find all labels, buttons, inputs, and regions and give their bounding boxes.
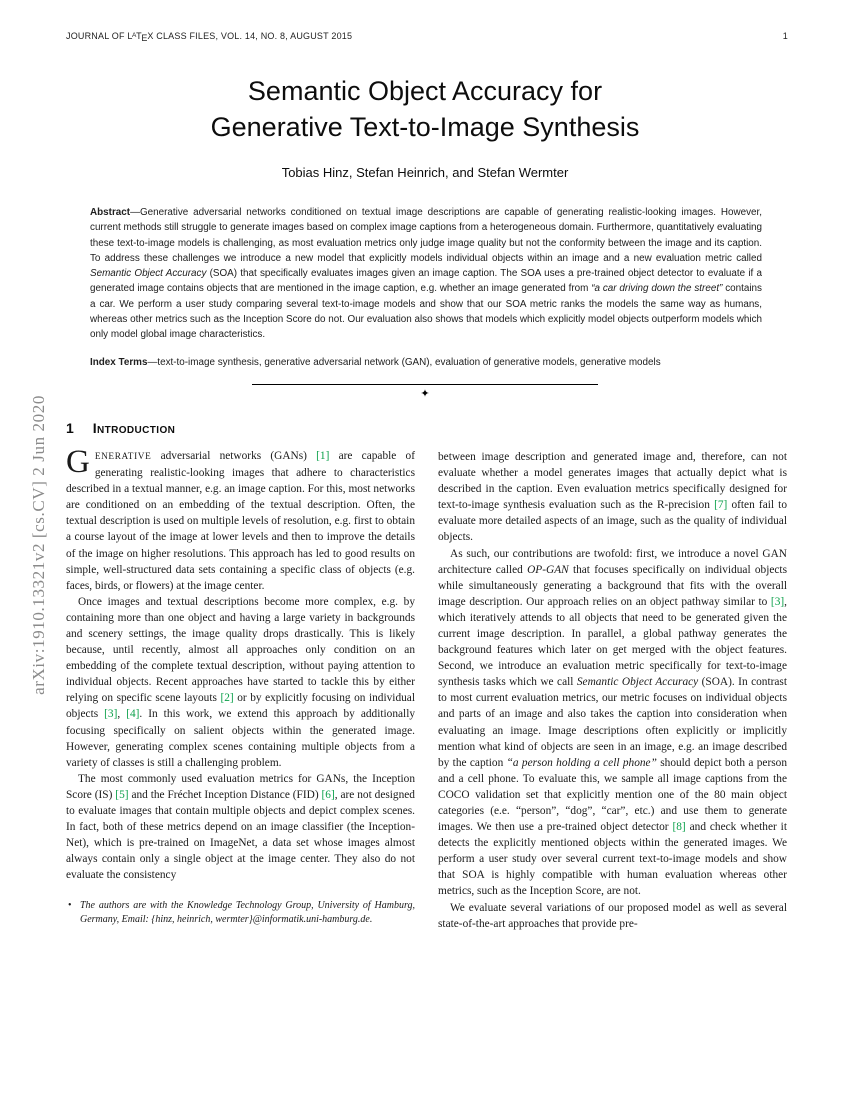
italic-text: Semantic Object Accuracy [90, 268, 207, 280]
index-terms: Index Terms—text-to-image synthesis, generative adversarial network (GAN), evaluation of generative models, generative models [90, 356, 661, 368]
italic-text: “a car driving down the street” [591, 283, 723, 295]
citation-link[interactable]: [3] [770, 595, 785, 608]
page-number: 1 [782, 31, 788, 41]
right-column [438, 416, 787, 932]
abstract: Abstract—Generative adversarial networks conditioned on textual image descriptions are capable of generating realistic-looking images. However, current methods still struggle to generate images based on complex image captions from a heterogeneous domain. Furthermore, quantitatively evaluating these text-to-image models is challenging, as most evaluation metrics only judge image quality but not the conformity between the image and its caption. To address these challenges we introduce a new model that explicitly models individual objects within an image and a new evaluation metric called Semantic Object Accuracy (SOA) that specifically evaluates images given an image caption. The SOA uses a pre-trained object detector to evaluate if a generated image contains objects that are mentioned in the image caption, e.g. whether an image generated from “a car driving down the street” contains a car. We perform a user study comparing several text-to-image models and show that our SOA metric ranks the models the same way as humans, whereas other metrics such as the Inception Score do not. Our evaluation also shows that models which explicitly model objects outperform models which only model global image characteristics. [90, 206, 763, 341]
citation-link[interactable]: [4] [126, 708, 140, 721]
citation-link[interactable]: [1] [316, 449, 330, 462]
bold-label: Abstract [90, 206, 131, 218]
paragraph: As such, our contributions are twofold: first, we introduce a novel GAN architecture called OP-GAN that focuses specifically on individual objects while simultaneously generating a background that fits with the overall image description. Our approach relies on an object pathway similar to [3], which iteratively attends to all objects that need to be generated given the current image description. In parallel, a global pathway generates the background features which later on get merged with the object features. Second, we introduce an evaluation metric specifically for text-to-image synthesis tasks which we call Semantic Object Accuracy (SOA). In contrast to most current evaluation metrics, our metric focuses on individual objects and parts of an image and also takes the caption into consideration when evaluating an image. Image descriptions often explicitly or implicitly mention what kind of objects are seen in an image, e.g. an image described by the caption “a person holding a cell phone” should depict both a person and a cell phone. To evaluate this, we sample all image captions from the COCO validation set that explicitly mention one of the 80 main object categories (e.e. “person”, “dog”, “car”, etc.) and use them to generate images. We then use a pre-trained object detector [8] and check whether it detects the explicitly mentioned objects within the generated images. We perform a user study over several current text-to-image models and show that SOA is highly compatible with human evaluation whereas other metrics, such as the Inception Score, are not. [438, 547, 787, 898]
bold-label: Index Terms [90, 356, 148, 368]
paragraph: between image description and generated image and, therefore, can not evaluate whether a model generates images that actually depict what is described in the caption. Even evaluation metrics specifically designed for text-to-image synthesis evaluation such as the R-precision [7] often fail to evaluate more detailed aspects of an image, such as the quality of individual objects. [438, 450, 788, 544]
two-column-body [66, 416, 787, 932]
authors-line: Tobias Hinz, Stefan Heinrich, and Stefan Wermter [281, 164, 569, 180]
citation-link[interactable]: [6] [321, 788, 335, 801]
left-column [66, 416, 415, 932]
paragraph: The most commonly used evaluation metrics for GANs, the Inception Score (IS) [5] and the Fréchet Inception Distance (FID) [6], are not designed to evaluate images that contain multiple objects and depict complex scenes. In fact, both of these metrics depend on an image classifier (the Inception-Net), which is pre-trained on ImageNet, a data set whose images almost always contain only a single object at the image center. They also do not evaluate the consistency [66, 772, 415, 882]
italic-text: OP-GAN [527, 563, 569, 576]
italic-text: Semantic Object Accuracy [576, 676, 699, 689]
separator [252, 384, 598, 406]
drop-cap: G [66, 443, 90, 480]
title-line-2: Generative Text-to-Image Synthesis [210, 111, 640, 142]
lead-small-caps: ENERATIVE [94, 451, 152, 462]
bullet-icon: • [68, 900, 72, 912]
citation-link[interactable]: [2] [220, 692, 234, 705]
paragraph: GENERATIVE adversarial networks (GANs) [1] are capable of generating realistic-looking images that adhere to characteristics described in a textual manner, e.g. an image caption. For this, most networks are conditioned on an embedding of the textual description. Often, the textual description is used on multiple levels of resolution, e.g. first to obtain a course layout of the image at lower levels and then to improve the details of the image on higher resolutions. This approach has led to good results on simple, well-structured data sets containing a specific class of objects (e.g. faces, birds, or flowers) at the image center. [66, 443, 415, 592]
diamond-icon: ✦ [420, 387, 430, 400]
running-header [66, 31, 788, 43]
author-footnote [66, 899, 415, 926]
italic-text: “a person holding a cell phone” [506, 756, 657, 769]
paragraph: We evaluate several variations of our proposed model as well as several state-of-the-art approaches that provide pre- [438, 901, 787, 930]
section-number: 1 [66, 419, 74, 436]
title-line-1: Semantic Object Accuracy for [247, 75, 603, 106]
italic-text: The authors are with the Knowledge Technology Group, University of Hamburg, Germany, Email: {hinz, heinrich, wermter}@informatik.uni-hamburg.de. [80, 900, 415, 926]
footnote-text [80, 900, 415, 925]
citation-link[interactable]: [3] [104, 708, 118, 721]
separator-line [252, 384, 598, 385]
citation-link[interactable]: [8] [672, 821, 686, 834]
section-heading-introduction [66, 420, 415, 436]
latex-logo: $L^ATEX$ [127, 31, 154, 43]
journal-line: JOURNAL OF $L^ATEX$ CLASS FILES, VOL. 14, NO. 8, AUGUST 2015 [66, 31, 353, 43]
arxiv-banner: arXiv:1910.13321v2 [cs.CV] 2 Jun 2020 [29, 395, 48, 695]
citation-link[interactable]: [7] [714, 499, 728, 512]
paragraph: Once images and textual descriptions become more complex, e.g. by containing more than one object and having a large variety in backgrounds and scenery settings, the image quality drops drastically. This is likely because, until recently, almost all approaches only condition on an embedding of the complete textual description, without paying attention to individual objects. Recent approaches have started to tackle this by either relying on specific scene layouts [2] or by explicitly focusing on individual objects [3], [4]. In this work, we extend this approach by additionally focusing specifically on salient objects within the generated image. However, generating complex scenes containing multiple objects from a variety of classes is still a challenging problem. [66, 595, 416, 769]
paper-title [0, 73, 850, 145]
section-title: Introduction [92, 419, 176, 436]
citation-link[interactable]: [5] [115, 788, 129, 801]
